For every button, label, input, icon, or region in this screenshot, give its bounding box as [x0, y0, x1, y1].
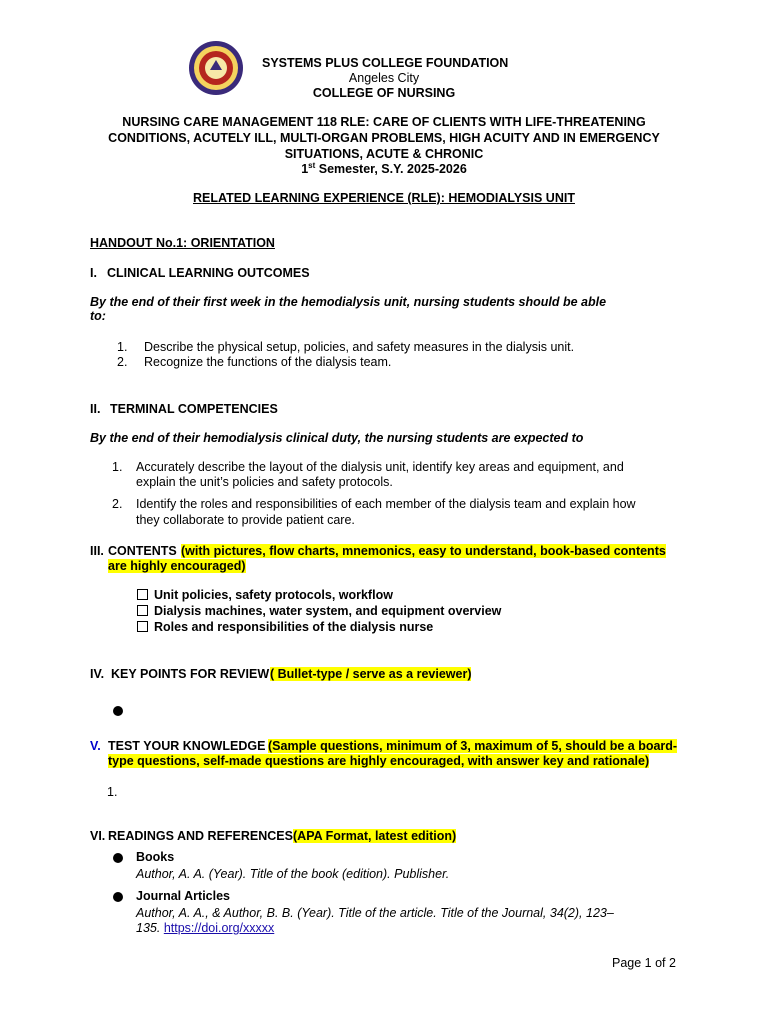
- page-number: Page 1 of 2: [612, 956, 676, 970]
- section-5-note-line1: (Sample questions, minimum of 3, maximum of 5, should be a board-: [268, 739, 678, 753]
- city: Angeles City: [348, 71, 420, 85]
- section-6-title: READINGS AND REFERENCES: [108, 829, 293, 843]
- section-5-note-line2: type questions, self-made questions are highly encouraged, with answer key and rationale): [108, 754, 650, 768]
- list-item-number: 2.: [117, 355, 128, 369]
- doi-link[interactable]: https://doi.org/xxxxx: [163, 921, 275, 935]
- section-1-number: I.: [90, 266, 97, 280]
- question-number: 1.: [107, 785, 118, 799]
- course-title-line1: NURSING CARE MANAGEMENT 118 RLE: CARE OF CLIENTS WITH LIFE-THREATENING: [122, 115, 646, 129]
- college-seal-logo: [188, 40, 244, 96]
- section-3-note-line1: (with pictures, flow charts, mnemonics, easy to understand, book-based contents: [181, 544, 666, 558]
- list-item-number: 1.: [112, 460, 123, 474]
- section-5-title: TEST YOUR KNOWLEDGE: [108, 739, 266, 753]
- section-5-number: V.: [90, 739, 101, 753]
- list-item-line: explain the unit’s policies and safety protocols.: [136, 475, 393, 489]
- list-item-number: 1.: [117, 340, 128, 354]
- semester: 1st Semester, S.Y. 2025-2026: [301, 161, 467, 177]
- books-label: Books: [136, 850, 175, 864]
- checkbox-icon: [137, 605, 148, 616]
- checkbox-icon: [137, 621, 148, 632]
- section-2-title: TERMINAL COMPETENCIES: [110, 402, 278, 416]
- section-4-number: IV.: [90, 667, 105, 681]
- rle-title: RELATED LEARNING EXPERIENCE (RLE): HEMODIALYSIS UNIT: [193, 191, 575, 205]
- list-item: Recognize the functions of the dialysis team.: [144, 355, 392, 369]
- section-6-number: VI.: [90, 829, 106, 843]
- section-4-title: KEY POINTS FOR REVIEW: [111, 667, 270, 681]
- list-item-line: Identify the roles and responsibilities of each member of the dialysis team and explain how: [136, 497, 636, 511]
- list-item-line: they collaborate to provide patient care.: [136, 513, 355, 527]
- journal-label: Journal Articles: [136, 889, 231, 903]
- section-2-intro: By the end of their hemodialysis clinical duty, the nursing students are expected to: [90, 431, 584, 445]
- bullet-icon: [113, 892, 123, 902]
- list-item-line: Accurately describe the layout of the dialysis unit, identify key areas and equipment, and: [136, 460, 624, 474]
- checklist-item: Roles and responsibilities of the dialysis nurse: [137, 620, 433, 634]
- section-3-number: III.: [90, 544, 104, 558]
- bullet-icon: [113, 853, 123, 863]
- section-4-note: ( Bullet-type / serve as a reviewer): [270, 667, 472, 681]
- course-title-line3: SITUATIONS, ACUTE & CHRONIC: [284, 147, 484, 161]
- list-item-number: 2.: [112, 497, 123, 511]
- section-3-title: CONTENTS: [108, 544, 177, 558]
- journal-citation-line1: Author, A. A., & Author, B. B. (Year). Title of the article. Title of the Journal, 34(2), 123–: [136, 906, 614, 920]
- checklist-item: Unit policies, safety protocols, workflow: [137, 588, 393, 602]
- section-6-note: (APA Format, latest edition): [293, 829, 457, 843]
- checkbox-icon: [137, 589, 148, 600]
- section-1-intro-line2: to:: [90, 309, 106, 323]
- journal-citation-line2: 135. https://doi.org/xxxxx: [136, 921, 275, 935]
- books-citation: Author, A. A. (Year). Title of the book (edition). Publisher.: [136, 867, 450, 881]
- bullet-icon: [113, 706, 123, 716]
- handout-title: HANDOUT No.1: ORIENTATION: [90, 236, 275, 250]
- section-3-note-line2: are highly encouraged): [108, 559, 246, 573]
- checklist-item: Dialysis machines, water system, and equipment overview: [137, 604, 501, 618]
- course-title-line2: CONDITIONS, ACUTELY ILL, MULTI-ORGAN PROBLEMS, HIGH ACUITY AND IN EMERGENCY: [108, 131, 660, 145]
- list-item: Describe the physical setup, policies, and safety measures in the dialysis unit.: [144, 340, 575, 354]
- section-1-intro-line1: By the end of their first week in the hemodialysis unit, nursing students should be able: [90, 295, 607, 309]
- college-name: COLLEGE OF NURSING: [312, 86, 456, 100]
- section-2-number: II.: [90, 402, 101, 416]
- school-name: SYSTEMS PLUS COLLEGE FOUNDATION: [262, 56, 509, 70]
- section-1-title: CLINICAL LEARNING OUTCOMES: [107, 266, 310, 280]
